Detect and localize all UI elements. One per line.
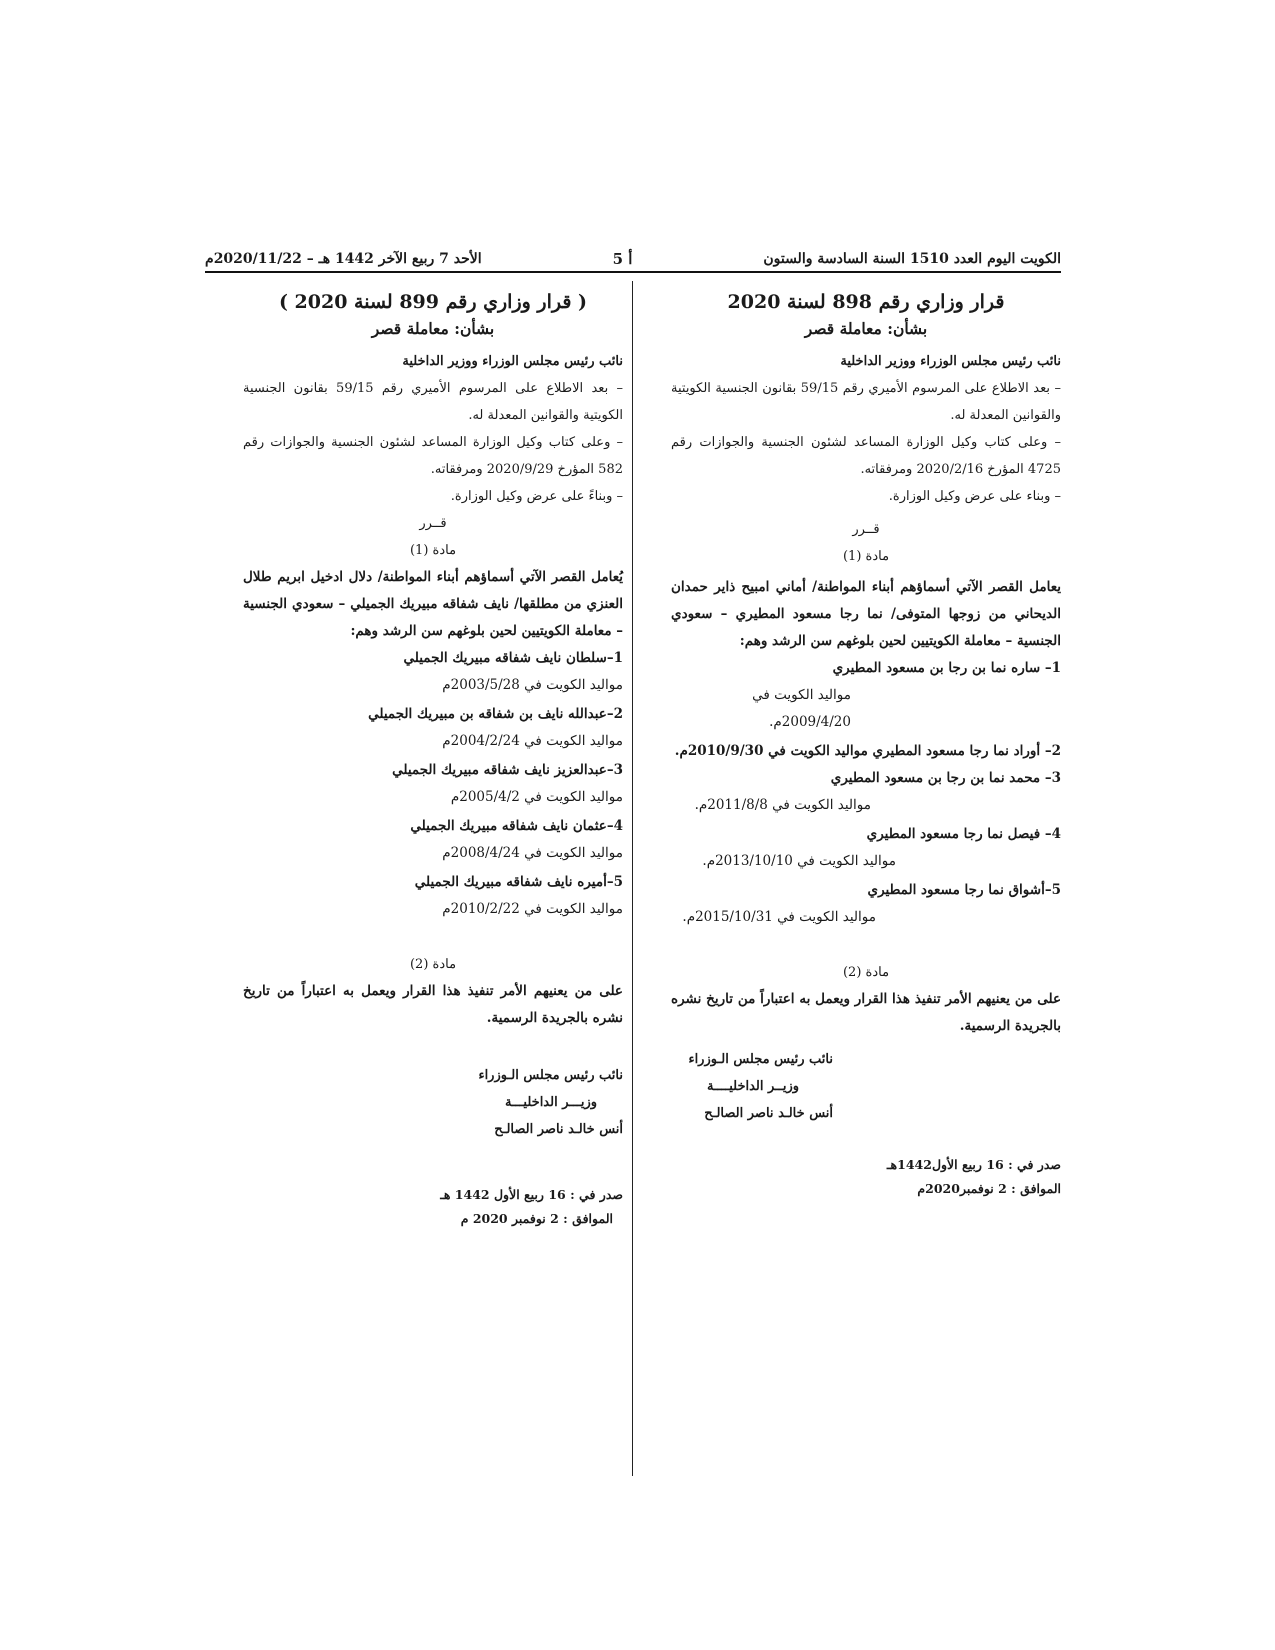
decree-898-issuer: نائب رئيس مجلس الوزراء ووزير الداخلية bbox=[840, 354, 1061, 369]
decree-899-article1-text: يُعامل القصر الآتي أسماؤهم أبناء المواطنة/ دلال ادخيل ابريم طلال العنزي من مطلقها/ نايف شفاقه مبيريك الجميلي – سعودي الجنسية – معاملة الكويتيين لحين بلوغهم سن الرشد وهم: bbox=[243, 569, 623, 639]
decree-898-preamble-3: – وبناء على عرض وكيل الوزارة. bbox=[888, 489, 1061, 504]
decree-898-signature-line-3: أنس خالـد ناصر الصالـح bbox=[704, 1106, 833, 1121]
page-header bbox=[205, 250, 1061, 273]
decree-899-issuer: نائب رئيس مجلس الوزراء ووزير الداخلية bbox=[402, 354, 623, 369]
decree-899-title: ( قرار وزاري رقم 899 لسنة 2020 ) bbox=[278, 291, 588, 313]
decree-899-preamble-1: – بعد الاطلاع على المرسوم الأميري رقم 59/15 بقانون الجنسية الكويتية والقوانين المعدلة له. bbox=[243, 381, 623, 423]
gazette-page bbox=[205, 250, 1061, 1231]
decree-899-article2-text: على من يعنيهم الأمر تنفيذ هذا القرار ويعمل به اعتباراً من تاريخ نشره بالجريدة الرسمية. bbox=[243, 983, 623, 1026]
decree-898-child-3-birth: مواليد الكويت في 2011/8/8م. bbox=[694, 797, 871, 813]
decree-899-child-5-birth: مواليد الكويت في 2010/2/22م bbox=[442, 901, 623, 917]
decree-899-child-2-birth: مواليد الكويت في 2004/2/24م bbox=[442, 733, 623, 749]
decree-898-article1-text: يعامل القصر الآتي أسماؤهم أبناء المواطنة/ أماني امبيح ذاير حمدان الديحاني من زوجها المتوفى/ نما رجا مسعود المطيري – سعودي الجنسية – معاملة الكويتيين لحين بلوغهم سن الرشد وهم: bbox=[671, 579, 1061, 649]
decree-899-signature-line-2: وزيـــر الداخليـــة bbox=[505, 1095, 597, 1110]
decree-899-child-4: 4–عثمان نايف شفاقه مبيريك الجميلي bbox=[410, 818, 623, 834]
column-divider bbox=[632, 281, 633, 1476]
decree-899-child-5: 5–أميره نايف شفاقه مبيريك الجميلي bbox=[414, 874, 623, 890]
header-date: الأحد 7 ربيع الآخر 1442 هـ – 2020/11/22م bbox=[205, 251, 482, 267]
decree-899 bbox=[243, 285, 641, 1231]
decree-898-decided: قــرر bbox=[852, 522, 880, 537]
decree-898-title: قرار وزاري رقم 898 لسنة 2020 bbox=[727, 291, 1005, 313]
decree-898-child-3: 3– محمد نما بن رجا بن مسعود المطيري bbox=[830, 770, 1061, 786]
decree-898-child-5-birth: مواليد الكويت في 2015/10/31م. bbox=[682, 909, 876, 925]
decree-899-issued-gregorian: الموافق : 2 نوفمبر 2020 م bbox=[460, 1211, 613, 1226]
decree-898-signature-line-1: نائب رئيس مجلس الـوزراء bbox=[688, 1052, 833, 1067]
decree-899-child-1-birth: مواليد الكويت في 2003/5/28م bbox=[442, 677, 623, 693]
decree-898-child-1: 1– ساره نما بن رجا بن مسعود المطيري bbox=[832, 660, 1061, 676]
decree-898-issued bbox=[671, 1153, 1061, 1201]
decree-899-preamble-2: – وعلى كتاب وكيل الوزارة المساعد لشئون الجنسية والجوازات رقم 582 المؤرخ 2020/9/29 ومرفقاته. bbox=[243, 435, 623, 477]
decree-898-child-1-birth: مواليد الكويت في 2009/4/20م. bbox=[752, 687, 851, 730]
decree-898-preamble-1: – بعد الاطلاع على المرسوم الأميري رقم 59/15 بقانون الجنسية الكويتية والقوانين المعدلة له. bbox=[671, 381, 1061, 423]
decree-898-child-4: 4– فيصل نما رجا مسعود المطيري bbox=[866, 826, 1061, 842]
decree-898-article2-heading: مادة (2) bbox=[842, 965, 890, 980]
header-issue-info: الكويت اليوم العدد 1510 السنة السادسة والستون bbox=[763, 251, 1061, 267]
decree-899-article1-heading: مادة (1) bbox=[409, 543, 457, 558]
decree-898-preamble-2: – وعلى كتاب وكيل الوزارة المساعد لشئون الجنسية والجوازات رقم 4725 المؤرخ 2020/2/16 ومرفقاته. bbox=[671, 435, 1061, 477]
decree-899-issued bbox=[243, 1183, 623, 1231]
decree-899-child-1: 1–سلطان نايف شفاقه مبيريك الجميلي bbox=[403, 650, 623, 666]
decree-898-signature-line-2: وزيــر الداخليــــة bbox=[707, 1079, 799, 1094]
decree-899-issued-hijri: صدر في : 16 ربيع الأول 1442 هـ bbox=[440, 1187, 623, 1202]
decree-899-signature-line-1: نائب رئيس مجلس الـوزراء bbox=[478, 1068, 623, 1083]
decree-899-signature-line-3: أنس خالـد ناصر الصالـح bbox=[494, 1122, 623, 1137]
decree-898-issued-hijri: صدر في : 16 ربيع الأول1442هـ bbox=[886, 1157, 1061, 1172]
decree-898-child-5: 5–أشواق نما رجا مسعود المطيري bbox=[867, 882, 1061, 898]
decree-899-article2-heading: مادة (2) bbox=[409, 957, 457, 972]
decree-898-article2-text: على من يعنيهم الأمر تنفيذ هذا القرار ويعمل به اعتباراً من تاريخ نشره بالجريدة الرسمية. bbox=[671, 991, 1061, 1034]
columns bbox=[205, 285, 1061, 1231]
decree-898 bbox=[663, 285, 1061, 1231]
decree-899-child-4-birth: مواليد الكويت في 2008/4/24م bbox=[442, 845, 623, 861]
decree-898-child-4-birth: مواليد الكويت في 2013/10/10م. bbox=[702, 853, 896, 869]
decree-898-signature bbox=[671, 1046, 1061, 1127]
decree-899-child-3-birth: مواليد الكويت في 2005/4/2م bbox=[450, 789, 623, 805]
decree-898-issued-gregorian: الموافق : 2 نوفمبر2020م bbox=[917, 1181, 1061, 1196]
header-page-number: أ 5 bbox=[612, 250, 633, 268]
decree-899-decided: قــرر bbox=[419, 516, 447, 531]
decree-899-subject: بشأن: معاملة قصر bbox=[371, 319, 495, 338]
decree-898-subject: بشأن: معاملة قصر bbox=[804, 319, 928, 338]
decree-898-article1-heading: مادة (1) bbox=[842, 549, 890, 564]
decree-899-signature bbox=[243, 1062, 623, 1143]
decree-899-child-2: 2–عبدالله نايف بن شفاقه بن مبيريك الجميلي bbox=[368, 706, 623, 722]
decree-898-child-2: 2– أوراد نما رجا مسعود المطيري مواليد الكويت في 2010/9/30م. bbox=[674, 743, 1061, 759]
decree-899-child-3: 3–عبدالعزيز نايف شفاقه مبيريك الجميلي bbox=[392, 762, 623, 778]
decree-899-preamble-3: – وبناءً على عرض وكيل الوزارة. bbox=[450, 489, 623, 504]
